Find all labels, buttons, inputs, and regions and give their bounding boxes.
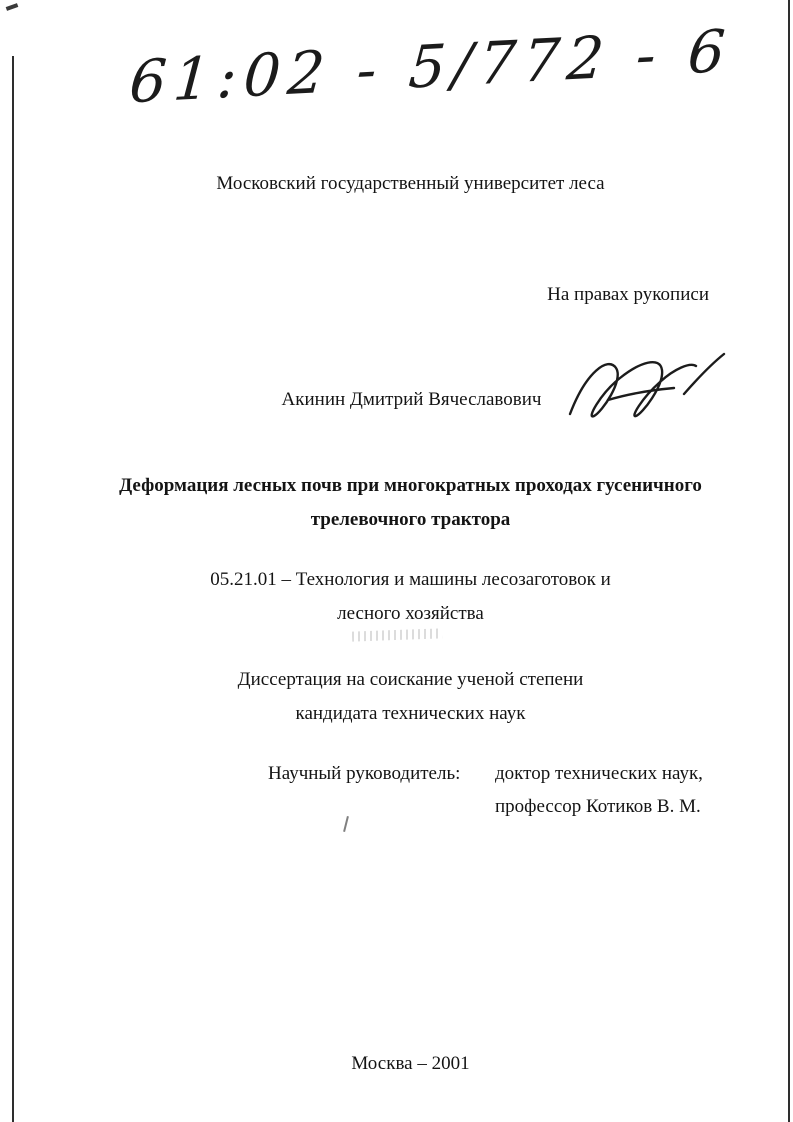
- scan-smudge: [352, 628, 442, 641]
- specialty-code-line1: 05.21.01 – Технология и машины лесозаготовок и: [210, 569, 611, 590]
- university-name: Московский государственный университет леса: [216, 173, 605, 194]
- manuscript-rights-note: На правах рукописи: [547, 284, 709, 305]
- thesis-statement-line2: кандидата технических наук: [295, 703, 526, 724]
- handwritten-catalog-number: 61:02 - 5/772 - 6: [127, 16, 735, 117]
- advisor-name: профессор Котиков В. М.: [495, 796, 701, 817]
- advisor-degree: доктор технических наук,: [495, 763, 703, 784]
- advisor-label: Научный руководитель:: [268, 763, 461, 784]
- signature-icon: [556, 342, 731, 434]
- author-name: Акинин Дмитрий Вячеславович: [281, 389, 542, 410]
- city-year-footer: Москва – 2001: [351, 1053, 470, 1074]
- scan-corner-mark: [6, 3, 19, 11]
- dissertation-title-line1: Деформация лесных почв при многократных проходах гусеничного: [119, 475, 702, 496]
- scan-edge-right: [788, 0, 790, 1122]
- scan-edge-left: [12, 56, 14, 1122]
- scan-tick-mark: [343, 816, 349, 832]
- thesis-statement-line1: Диссертация на соискание ученой степени: [237, 669, 584, 690]
- handwritten-signature: [556, 342, 731, 434]
- dissertation-title-line2: трелевочного трактора: [310, 509, 511, 530]
- specialty-code-line2: лесного хозяйства: [337, 603, 484, 624]
